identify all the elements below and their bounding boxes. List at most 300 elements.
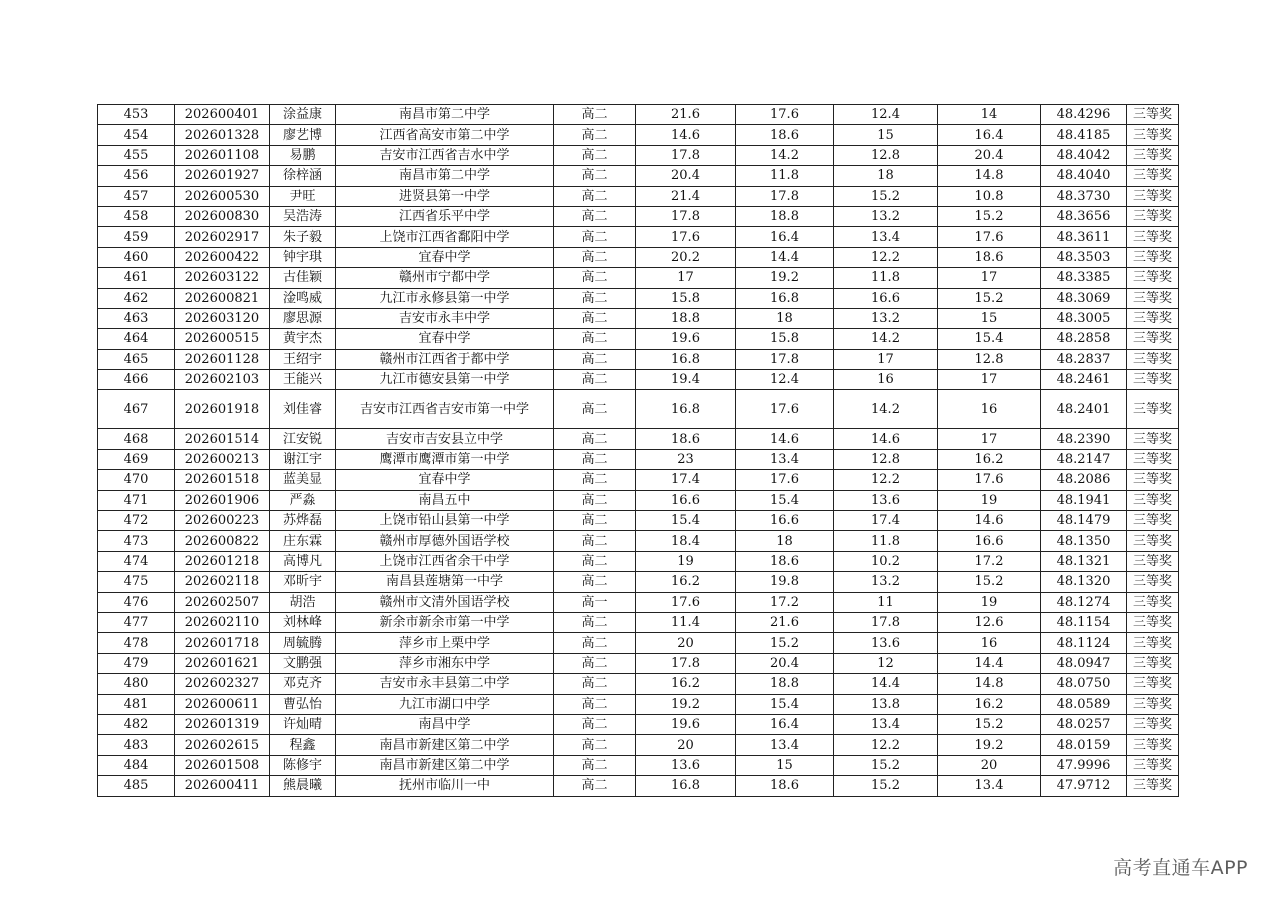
school-cell: 南昌市第二中学 [336, 105, 554, 125]
total-cell: 48.3503 [1041, 247, 1127, 267]
score3-cell: 14.2 [834, 390, 938, 429]
id-cell: 202600401 [175, 105, 270, 125]
name-cell: 邓昕宇 [270, 572, 336, 592]
score3-cell: 15.2 [834, 776, 938, 796]
rank-cell: 459 [98, 227, 175, 247]
school-cell: 九江市德安县第一中学 [336, 370, 554, 390]
award-cell: 三等奖 [1127, 349, 1179, 369]
id-cell: 202600822 [175, 531, 270, 551]
total-cell: 48.2147 [1041, 449, 1127, 469]
score4-cell: 15 [938, 308, 1041, 328]
total-cell: 48.0257 [1041, 714, 1127, 734]
score1-cell: 21.6 [636, 105, 736, 125]
table-row [98, 268, 1179, 288]
table-row [98, 674, 1179, 694]
score3-cell: 10.2 [834, 551, 938, 571]
score2-cell: 12.4 [736, 370, 834, 390]
score1-cell: 16.8 [636, 349, 736, 369]
award-cell: 三等奖 [1127, 429, 1179, 449]
score3-cell: 15.2 [834, 186, 938, 206]
school-cell: 赣州市厚德外国语学校 [336, 531, 554, 551]
table-row [98, 633, 1179, 653]
name-cell: 周毓腾 [270, 633, 336, 653]
school-cell: 宜春中学 [336, 470, 554, 490]
table-row [98, 145, 1179, 165]
score3-cell: 13.4 [834, 714, 938, 734]
table-row [98, 755, 1179, 775]
score2-cell: 21.6 [736, 612, 834, 632]
award-cell: 三等奖 [1127, 531, 1179, 551]
name-cell: 古佳颖 [270, 268, 336, 288]
score1-cell: 17.6 [636, 227, 736, 247]
table-row [98, 735, 1179, 755]
id-cell: 202602507 [175, 592, 270, 612]
score4-cell: 17 [938, 429, 1041, 449]
score4-cell: 14.8 [938, 674, 1041, 694]
award-cell: 三等奖 [1127, 308, 1179, 328]
score3-cell: 11 [834, 592, 938, 612]
score1-cell: 20 [636, 633, 736, 653]
score1-cell: 16.2 [636, 674, 736, 694]
table-row [98, 551, 1179, 571]
score1-cell: 16.8 [636, 390, 736, 429]
total-cell: 48.2086 [1041, 470, 1127, 490]
score1-cell: 19.6 [636, 714, 736, 734]
score2-cell: 13.4 [736, 735, 834, 755]
grade-cell: 高二 [554, 105, 636, 125]
score2-cell: 15.4 [736, 490, 834, 510]
name-cell: 黄宇杰 [270, 329, 336, 349]
score2-cell: 16.8 [736, 288, 834, 308]
id-cell: 202601319 [175, 714, 270, 734]
score4-cell: 12.6 [938, 612, 1041, 632]
total-cell: 47.9996 [1041, 755, 1127, 775]
score1-cell: 19.6 [636, 329, 736, 349]
id-cell: 202601906 [175, 490, 270, 510]
name-cell: 庄东霖 [270, 531, 336, 551]
score2-cell: 18.8 [736, 674, 834, 694]
score2-cell: 17.6 [736, 390, 834, 429]
score2-cell: 17.6 [736, 105, 834, 125]
award-cell: 三等奖 [1127, 206, 1179, 226]
name-cell: 曹弘怡 [270, 694, 336, 714]
id-cell: 202602103 [175, 370, 270, 390]
score3-cell: 17 [834, 349, 938, 369]
name-cell: 吴浩涛 [270, 206, 336, 226]
score4-cell: 16.6 [938, 531, 1041, 551]
rank-cell: 467 [98, 390, 175, 429]
score3-cell: 13.2 [834, 572, 938, 592]
award-cell: 三等奖 [1127, 490, 1179, 510]
score3-cell: 13.2 [834, 308, 938, 328]
score3-cell: 15.2 [834, 755, 938, 775]
rank-cell: 470 [98, 470, 175, 490]
score4-cell: 16.2 [938, 694, 1041, 714]
table-row [98, 227, 1179, 247]
rank-cell: 457 [98, 186, 175, 206]
id-cell: 202601918 [175, 390, 270, 429]
grade-cell: 高二 [554, 268, 636, 288]
school-cell: 抚州市临川一中 [336, 776, 554, 796]
name-cell: 邓克齐 [270, 674, 336, 694]
grade-cell: 高二 [554, 329, 636, 349]
rank-cell: 463 [98, 308, 175, 328]
score4-cell: 14 [938, 105, 1041, 125]
score4-cell: 19 [938, 490, 1041, 510]
award-cell: 三等奖 [1127, 694, 1179, 714]
total-cell: 48.2837 [1041, 349, 1127, 369]
table-row [98, 288, 1179, 308]
name-cell: 王能兴 [270, 370, 336, 390]
grade-cell: 高二 [554, 531, 636, 551]
name-cell: 刘林峰 [270, 612, 336, 632]
name-cell: 徐梓涵 [270, 166, 336, 186]
score1-cell: 17.8 [636, 206, 736, 226]
score4-cell: 12.8 [938, 349, 1041, 369]
score2-cell: 18.6 [736, 776, 834, 796]
rank-cell: 474 [98, 551, 175, 571]
score4-cell: 14.4 [938, 653, 1041, 673]
id-cell: 202601128 [175, 349, 270, 369]
grade-cell: 高二 [554, 370, 636, 390]
total-cell: 48.4042 [1041, 145, 1127, 165]
school-cell: 萍乡市湘东中学 [336, 653, 554, 673]
grade-cell: 高二 [554, 206, 636, 226]
rank-cell: 475 [98, 572, 175, 592]
table-row [98, 694, 1179, 714]
id-cell: 202602327 [175, 674, 270, 694]
score1-cell: 18.6 [636, 429, 736, 449]
score3-cell: 12.8 [834, 145, 938, 165]
score1-cell: 18.8 [636, 308, 736, 328]
name-cell: 钟宇琪 [270, 247, 336, 267]
rank-cell: 468 [98, 429, 175, 449]
id-cell: 202602118 [175, 572, 270, 592]
score2-cell: 19.2 [736, 268, 834, 288]
school-cell: 南昌市新建区第二中学 [336, 735, 554, 755]
id-cell: 202601514 [175, 429, 270, 449]
score2-cell: 18.8 [736, 206, 834, 226]
score3-cell: 12.4 [834, 105, 938, 125]
score4-cell: 20 [938, 755, 1041, 775]
score2-cell: 18.6 [736, 125, 834, 145]
table-row [98, 349, 1179, 369]
award-cell: 三等奖 [1127, 572, 1179, 592]
total-cell: 48.0750 [1041, 674, 1127, 694]
total-cell: 48.2390 [1041, 429, 1127, 449]
name-cell: 江安锐 [270, 429, 336, 449]
score3-cell: 16.6 [834, 288, 938, 308]
grade-cell: 高二 [554, 429, 636, 449]
rank-cell: 454 [98, 125, 175, 145]
table-row [98, 714, 1179, 734]
name-cell: 文鹏强 [270, 653, 336, 673]
rank-cell: 482 [98, 714, 175, 734]
score3-cell: 12.2 [834, 470, 938, 490]
table-row [98, 125, 1179, 145]
grade-cell: 高二 [554, 612, 636, 632]
award-cell: 三等奖 [1127, 125, 1179, 145]
award-cell: 三等奖 [1127, 288, 1179, 308]
total-cell: 48.1321 [1041, 551, 1127, 571]
table-row [98, 247, 1179, 267]
award-cell: 三等奖 [1127, 268, 1179, 288]
grade-cell: 高二 [554, 755, 636, 775]
school-cell: 吉安市江西省吉水中学 [336, 145, 554, 165]
award-cell: 三等奖 [1127, 470, 1179, 490]
table-row [98, 572, 1179, 592]
rank-cell: 458 [98, 206, 175, 226]
score1-cell: 23 [636, 449, 736, 469]
total-cell: 48.1479 [1041, 511, 1127, 531]
score4-cell: 15.4 [938, 329, 1041, 349]
award-cell: 三等奖 [1127, 612, 1179, 632]
award-cell: 三等奖 [1127, 592, 1179, 612]
award-cell: 三等奖 [1127, 390, 1179, 429]
score3-cell: 13.6 [834, 633, 938, 653]
name-cell: 淦鸣威 [270, 288, 336, 308]
table-row [98, 329, 1179, 349]
table-row [98, 429, 1179, 449]
school-cell: 南昌县莲塘第一中学 [336, 572, 554, 592]
rank-cell: 464 [98, 329, 175, 349]
score4-cell: 18.6 [938, 247, 1041, 267]
score3-cell: 13.8 [834, 694, 938, 714]
rank-cell: 455 [98, 145, 175, 165]
school-cell: 鹰潭市鹰潭市第一中学 [336, 449, 554, 469]
score1-cell: 19.4 [636, 370, 736, 390]
award-cell: 三等奖 [1127, 755, 1179, 775]
table-row [98, 612, 1179, 632]
table-row [98, 776, 1179, 796]
name-cell: 严淼 [270, 490, 336, 510]
score1-cell: 15.8 [636, 288, 736, 308]
school-cell: 进贤县第一中学 [336, 186, 554, 206]
score2-cell: 15.8 [736, 329, 834, 349]
grade-cell: 高二 [554, 572, 636, 592]
total-cell: 48.3069 [1041, 288, 1127, 308]
total-cell: 48.1320 [1041, 572, 1127, 592]
name-cell: 王绍宇 [270, 349, 336, 369]
score2-cell: 18.6 [736, 551, 834, 571]
award-cell: 三等奖 [1127, 166, 1179, 186]
score3-cell: 17.8 [834, 612, 938, 632]
total-cell: 48.1274 [1041, 592, 1127, 612]
grade-cell: 高二 [554, 349, 636, 369]
grade-cell: 高二 [554, 776, 636, 796]
score1-cell: 17 [636, 268, 736, 288]
score3-cell: 17.4 [834, 511, 938, 531]
score1-cell: 16.6 [636, 490, 736, 510]
id-cell: 202603122 [175, 268, 270, 288]
rank-cell: 477 [98, 612, 175, 632]
award-cell: 三等奖 [1127, 653, 1179, 673]
total-cell: 48.4040 [1041, 166, 1127, 186]
id-cell: 202601518 [175, 470, 270, 490]
total-cell: 48.3611 [1041, 227, 1127, 247]
table-row [98, 206, 1179, 226]
school-cell: 萍乡市上栗中学 [336, 633, 554, 653]
school-cell: 江西省乐平中学 [336, 206, 554, 226]
grade-cell: 高二 [554, 186, 636, 206]
id-cell: 202601621 [175, 653, 270, 673]
rank-cell: 472 [98, 511, 175, 531]
name-cell: 胡浩 [270, 592, 336, 612]
score2-cell: 11.8 [736, 166, 834, 186]
score1-cell: 19 [636, 551, 736, 571]
score3-cell: 14.6 [834, 429, 938, 449]
score1-cell: 20.4 [636, 166, 736, 186]
score4-cell: 17.6 [938, 470, 1041, 490]
score3-cell: 12.8 [834, 449, 938, 469]
grade-cell: 高二 [554, 490, 636, 510]
rank-cell: 466 [98, 370, 175, 390]
score3-cell: 13.2 [834, 206, 938, 226]
award-cell: 三等奖 [1127, 449, 1179, 469]
score2-cell: 17.8 [736, 186, 834, 206]
id-cell: 202601328 [175, 125, 270, 145]
school-cell: 宜春中学 [336, 329, 554, 349]
name-cell: 许灿晴 [270, 714, 336, 734]
score1-cell: 21.4 [636, 186, 736, 206]
score2-cell: 20.4 [736, 653, 834, 673]
total-cell: 48.0159 [1041, 735, 1127, 755]
results-table [97, 104, 1179, 797]
award-cell: 三等奖 [1127, 247, 1179, 267]
grade-cell: 高二 [554, 633, 636, 653]
school-cell: 吉安市江西省吉安市第一中学 [336, 390, 554, 429]
id-cell: 202600611 [175, 694, 270, 714]
id-cell: 202600530 [175, 186, 270, 206]
rank-cell: 461 [98, 268, 175, 288]
total-cell: 48.1350 [1041, 531, 1127, 551]
score1-cell: 18.4 [636, 531, 736, 551]
grade-cell: 高二 [554, 735, 636, 755]
rank-cell: 485 [98, 776, 175, 796]
name-cell: 廖思源 [270, 308, 336, 328]
rank-cell: 479 [98, 653, 175, 673]
grade-cell: 高二 [554, 674, 636, 694]
table-row [98, 308, 1179, 328]
table-row [98, 390, 1179, 429]
rank-cell: 460 [98, 247, 175, 267]
total-cell: 48.2858 [1041, 329, 1127, 349]
score2-cell: 17.8 [736, 349, 834, 369]
score3-cell: 16 [834, 370, 938, 390]
score4-cell: 16.4 [938, 125, 1041, 145]
total-cell: 48.2401 [1041, 390, 1127, 429]
id-cell: 202601218 [175, 551, 270, 571]
score1-cell: 16.2 [636, 572, 736, 592]
score3-cell: 12 [834, 653, 938, 673]
school-cell: 赣州市宁都中学 [336, 268, 554, 288]
score2-cell: 15 [736, 755, 834, 775]
id-cell: 202600411 [175, 776, 270, 796]
grade-cell: 高一 [554, 592, 636, 612]
total-cell: 48.3656 [1041, 206, 1127, 226]
score3-cell: 11.8 [834, 531, 938, 551]
award-cell: 三等奖 [1127, 714, 1179, 734]
score3-cell: 12.2 [834, 735, 938, 755]
grade-cell: 高二 [554, 511, 636, 531]
school-cell: 上饶市江西省鄱阳中学 [336, 227, 554, 247]
award-cell: 三等奖 [1127, 776, 1179, 796]
score4-cell: 10.8 [938, 186, 1041, 206]
school-cell: 南昌市第二中学 [336, 166, 554, 186]
award-cell: 三等奖 [1127, 105, 1179, 125]
grade-cell: 高二 [554, 166, 636, 186]
grade-cell: 高二 [554, 449, 636, 469]
rank-cell: 471 [98, 490, 175, 510]
total-cell: 48.4185 [1041, 125, 1127, 145]
rank-cell: 453 [98, 105, 175, 125]
school-cell: 九江市永修县第一中学 [336, 288, 554, 308]
grade-cell: 高二 [554, 714, 636, 734]
rank-cell: 462 [98, 288, 175, 308]
name-cell: 刘佳睿 [270, 390, 336, 429]
id-cell: 202601508 [175, 755, 270, 775]
id-cell: 202602917 [175, 227, 270, 247]
score3-cell: 11.8 [834, 268, 938, 288]
school-cell: 九江市湖口中学 [336, 694, 554, 714]
score1-cell: 11.4 [636, 612, 736, 632]
id-cell: 202600223 [175, 511, 270, 531]
rank-cell: 473 [98, 531, 175, 551]
score4-cell: 17 [938, 370, 1041, 390]
score4-cell: 20.4 [938, 145, 1041, 165]
table-row [98, 370, 1179, 390]
score4-cell: 17 [938, 268, 1041, 288]
table-row [98, 166, 1179, 186]
watermark-text: 高考直通车APP [1113, 857, 1248, 879]
score2-cell: 18 [736, 308, 834, 328]
name-cell: 朱子毅 [270, 227, 336, 247]
score3-cell: 15 [834, 125, 938, 145]
score4-cell: 16 [938, 633, 1041, 653]
total-cell: 48.0947 [1041, 653, 1127, 673]
total-cell: 48.3005 [1041, 308, 1127, 328]
score3-cell: 14.2 [834, 329, 938, 349]
score1-cell: 17.6 [636, 592, 736, 612]
id-cell: 202600830 [175, 206, 270, 226]
score4-cell: 19 [938, 592, 1041, 612]
award-cell: 三等奖 [1127, 145, 1179, 165]
total-cell: 48.4296 [1041, 105, 1127, 125]
rank-cell: 484 [98, 755, 175, 775]
school-cell: 南昌中学 [336, 714, 554, 734]
score1-cell: 20 [636, 735, 736, 755]
grade-cell: 高二 [554, 694, 636, 714]
total-cell: 48.3730 [1041, 186, 1127, 206]
grade-cell: 高二 [554, 551, 636, 571]
table-row [98, 186, 1179, 206]
score4-cell: 15.2 [938, 714, 1041, 734]
total-cell: 48.1154 [1041, 612, 1127, 632]
id-cell: 202601718 [175, 633, 270, 653]
school-cell: 上饶市铅山县第一中学 [336, 511, 554, 531]
id-cell: 202600422 [175, 247, 270, 267]
name-cell: 廖艺博 [270, 125, 336, 145]
total-cell: 48.2461 [1041, 370, 1127, 390]
grade-cell: 高二 [554, 227, 636, 247]
name-cell: 程鑫 [270, 735, 336, 755]
score3-cell: 12.2 [834, 247, 938, 267]
award-cell: 三等奖 [1127, 186, 1179, 206]
id-cell: 202600515 [175, 329, 270, 349]
name-cell: 熊晨曦 [270, 776, 336, 796]
award-cell: 三等奖 [1127, 227, 1179, 247]
total-cell: 48.1941 [1041, 490, 1127, 510]
